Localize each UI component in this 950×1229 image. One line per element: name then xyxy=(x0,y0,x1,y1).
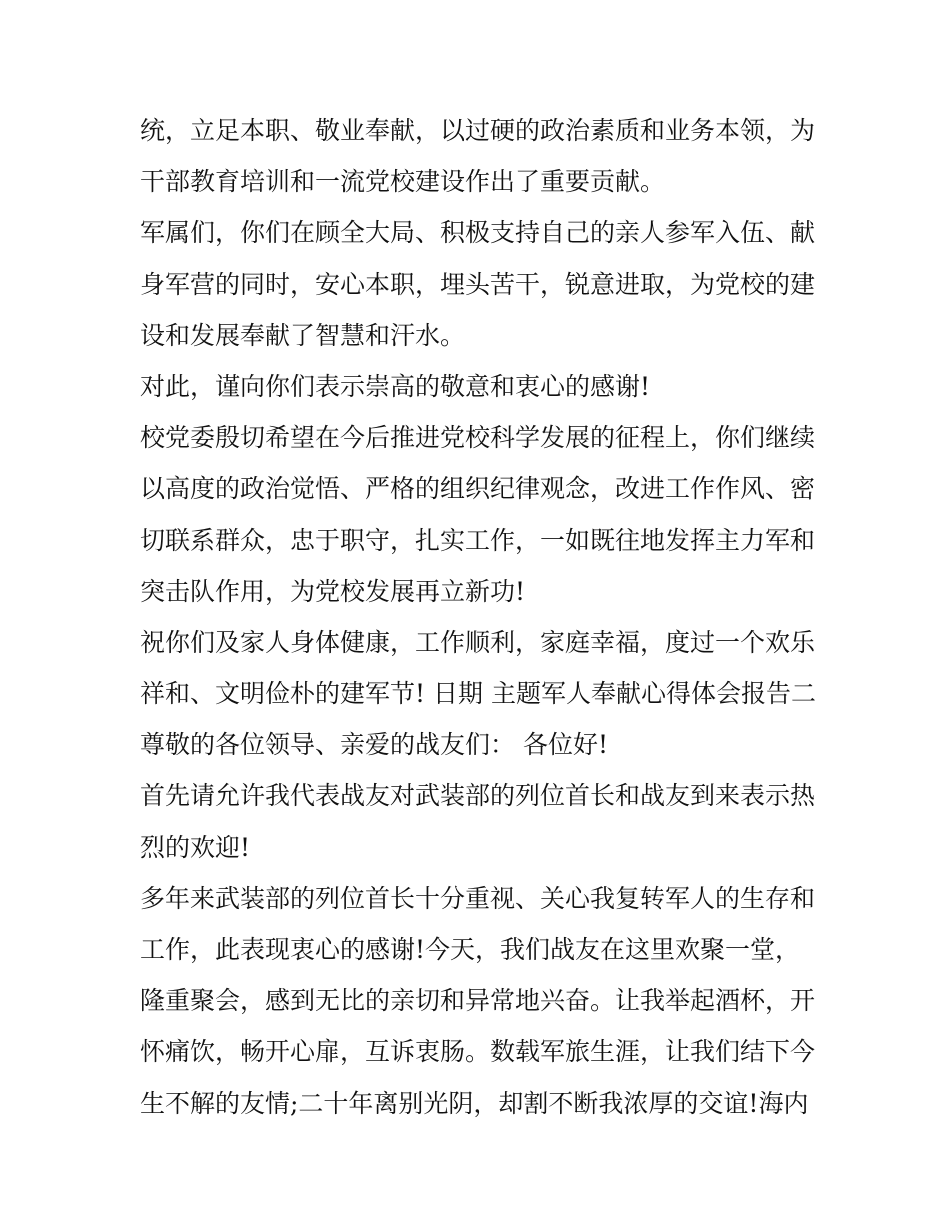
text-line: 统，立足本职、敬业奉献，以过硬的政治素质和业务本领，为 xyxy=(140,116,816,145)
text-line: 怀痛饮，畅开心扉，互诉衷肠。数载军旅生涯，让我们结下今 xyxy=(140,1037,816,1067)
text-line: 祥和、文明俭朴的建军节! 日期 主题军人奉献心得体会报告二 xyxy=(140,679,816,709)
text-line: 多年来武装部的列位首长十分重视、关心我复转军人的生存和 xyxy=(140,883,816,913)
text-line: 祝你们及家人身体健康，工作顺利，家庭幸福，度过一个欢乐 xyxy=(140,627,816,657)
text-line: 首先请允许我代表战友对武装部的列位首长和战友到来表示热 xyxy=(140,781,816,811)
text-line: 干部教育培训和一流党校建设作出了重要贡献。 xyxy=(140,167,666,197)
text-line: 校党委殷切希望在今后推进党校科学发展的征程上，你们继续 xyxy=(140,423,816,453)
text-line: 切联系群众，忠于职守，扎实工作，一如既往地发挥主力军和 xyxy=(140,525,816,555)
text-line: 烈的欢迎! xyxy=(140,832,251,862)
text-line: 工作，此表现衷心的感谢!今天，我们战友在这里欢聚一堂， xyxy=(140,935,801,964)
text-line: 对此，谨向你们表示崇高的敬意和衷心的感谢! xyxy=(140,371,651,401)
text-line: 身军营的同时，安心本职，埋头苦干，锐意进取，为党校的建 xyxy=(140,269,816,299)
text-line: 突击队作用，为党校发展再立新功! xyxy=(140,576,526,606)
body-text xyxy=(140,105,820,1129)
text-line: 设和发展奉献了智慧和汗水。 xyxy=(140,320,466,350)
text-line: 军属们，你们在顾全大局、积极支持自己的亲人参军入伍、献 xyxy=(140,218,816,248)
text-line: 尊敬的各位领导、亲爱的战友们： 各位好! xyxy=(140,730,608,760)
text-line: 隆重聚会，感到无比的亲切和异常地兴奋。让我举起酒杯，开 xyxy=(140,986,816,1016)
text-line: 生不解的友情;二十年离别光阴，却割不断我浓厚的交谊!海内 xyxy=(140,1088,809,1118)
text-line: 以高度的政治觉悟、严格的组织纪律观念，改进工作作风、密 xyxy=(140,474,816,504)
